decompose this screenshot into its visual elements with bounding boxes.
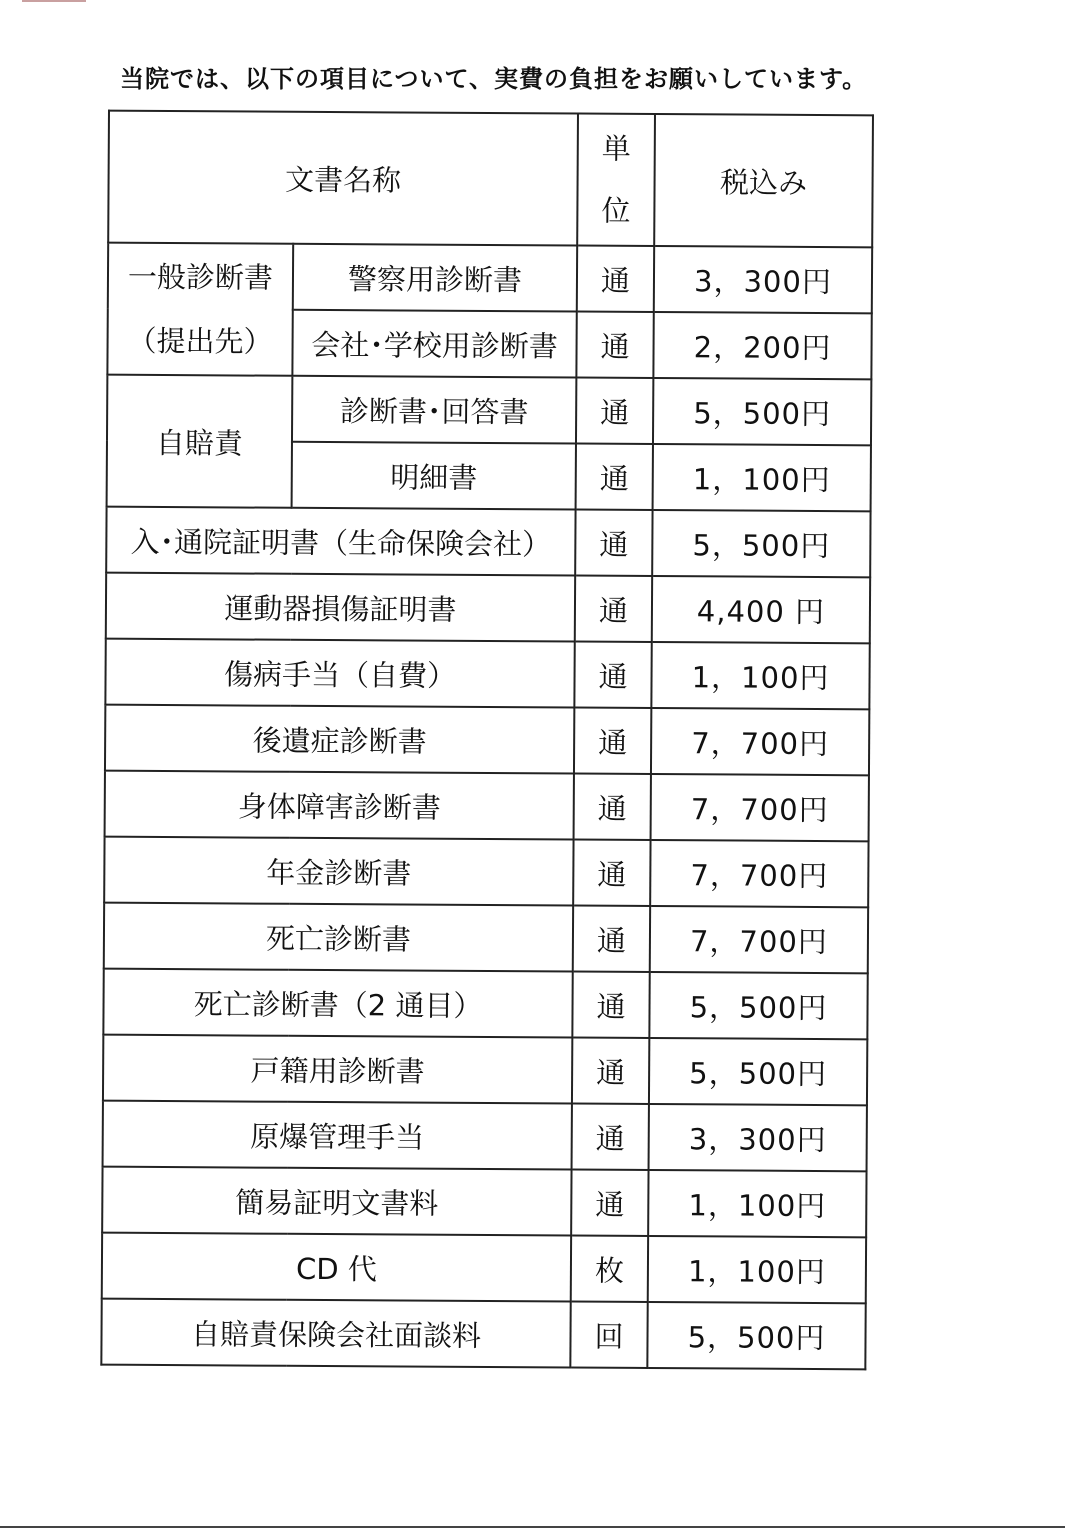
price-cell: 4,400 円 [652,576,870,643]
unit-cell: 枚 [571,1236,648,1302]
document-name: 会社･学校用診断書 [292,310,576,378]
document-name: 戸籍用診断書 [103,1035,572,1104]
category-liability-insurance: 自賠責 [107,375,293,508]
price-cell: 5，500円 [652,510,870,577]
category-general-certificate [107,243,293,376]
price-cell: 3，300円 [649,1104,867,1171]
header-document-name: 文書名称 [108,111,578,246]
header-unit-line1: 単 [601,131,631,166]
document-name: 後遺症診断書 [105,705,574,774]
document-name: 傷病手当（自費） [105,639,574,708]
table-row [105,639,869,710]
price-cell: 2，200円 [653,312,871,379]
unit-cell: 通 [572,1038,649,1104]
header-unit [577,114,655,246]
price-cell: 1，100円 [648,1170,866,1237]
category-sublabel: （提出先） [127,323,273,359]
document-name: 警察用診断書 [293,244,577,312]
intro-text: 当院では、以下の項目について、実費の負担をお願いしています。 [120,65,868,93]
document-name: 運動器損傷証明書 [106,573,575,642]
price-cell: 1，100円 [651,642,869,709]
document-name: 簡易証明文書料 [102,1167,571,1236]
table-row [105,771,869,842]
table-row [103,1101,867,1172]
table-row [104,837,868,908]
unit-cell: 通 [575,510,652,576]
document-name: 原爆管理手当 [103,1101,572,1170]
price-cell: 7，700円 [650,840,868,907]
table-row [102,1233,866,1304]
unit-cell: 通 [575,576,652,642]
price-cell: 1，100円 [653,444,871,511]
price-cell: 5，500円 [649,1038,867,1105]
table-header-row [108,111,873,248]
unit-cell: 通 [574,774,651,840]
price-cell: 5，500円 [653,378,871,445]
category-label: 一般診断書 [127,259,274,295]
unit-cell: 通 [576,444,653,510]
unit-cell: 通 [571,1170,648,1236]
unit-cell: 通 [577,246,654,312]
document-name: 自賠責保険会社面談料 [101,1299,570,1368]
unit-cell: 通 [572,972,649,1038]
document-name: 死亡診断書 [104,903,573,972]
table-row [106,507,870,578]
document-name: 年金診断書 [104,837,573,906]
price-cell: 7，700円 [651,708,869,775]
unit-cell: 通 [574,642,651,708]
table-row [104,903,868,974]
document-name: 身体障害診断書 [105,771,574,840]
price-cell: 5，500円 [647,1302,865,1369]
header-unit-line2: 位 [601,193,631,228]
top-edge-mark [22,0,86,2]
unit-cell: 通 [574,708,651,774]
price-cell: 7，700円 [651,774,869,841]
table-row [106,573,870,644]
document-name: 診断書･回答書 [292,376,576,444]
price-cell: 7，700円 [650,906,868,973]
table-row [107,375,871,446]
table-row [105,705,869,776]
price-cell: 5，500円 [649,972,867,1039]
table-row [103,1035,867,1106]
price-cell: 3，300円 [654,246,872,313]
unit-cell: 通 [576,312,653,378]
document-name: 明細書 [292,442,576,510]
document-name: CD 代 [102,1233,571,1302]
document-name: 死亡診断書（2 通目） [103,969,572,1038]
unit-cell: 通 [573,840,650,906]
document-name: 入･通院証明書（生命保険会社） [106,507,575,576]
price-cell: 1，100円 [648,1236,866,1303]
fee-table [100,110,874,1371]
header-price: 税込み [654,114,873,247]
table-row [103,969,867,1040]
table-row [101,1299,865,1370]
unit-cell: 通 [576,378,653,444]
table-row [108,243,872,314]
unit-cell: 回 [570,1302,647,1368]
table-row [102,1167,866,1238]
unit-cell: 通 [573,906,650,972]
page-bottom-line [0,1526,1065,1528]
unit-cell: 通 [572,1104,649,1170]
